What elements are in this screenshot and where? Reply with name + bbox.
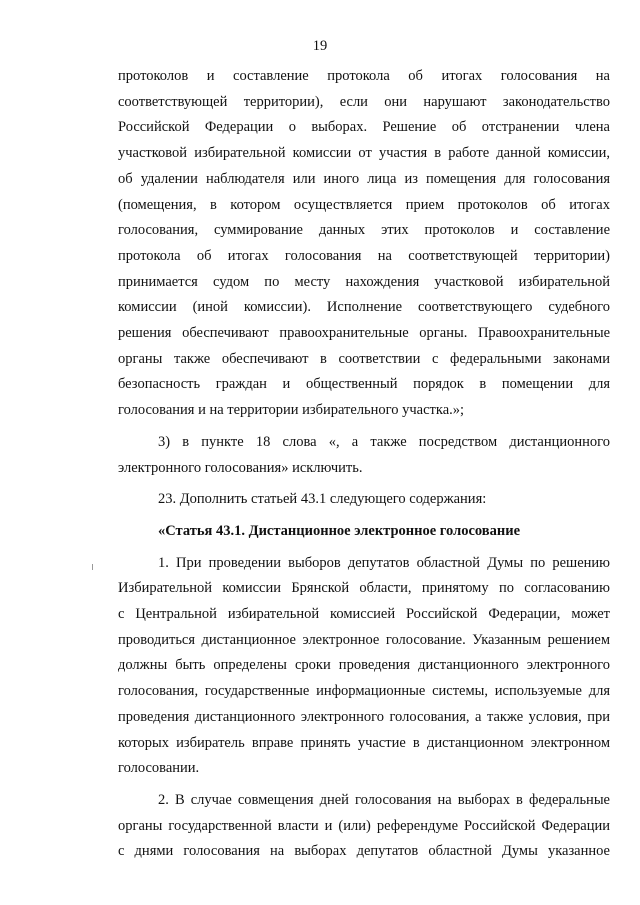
text-line: безопасность граждан и общественный порядок в помещении для — [118, 376, 610, 393]
text-line: (помещения, в котором осуществляется прием протоколов об итогах — [118, 196, 610, 213]
text-line: 23. Дополнить статьей 43.1 следующего содержания: — [158, 491, 487, 508]
margin-mark — [92, 564, 93, 570]
text-line: Российской Федерации о выборах. Решение об отстранении члена — [118, 119, 610, 136]
text-line: проводиться дистанционное электронное голосование. Указанным решением — [118, 631, 610, 648]
text-line: 2. В случае совмещения дней голосования на выборах в федеральные — [158, 791, 610, 808]
paragraph — [118, 64, 610, 424]
paragraph — [118, 487, 610, 513]
paragraph — [118, 788, 610, 865]
document-body — [118, 64, 610, 865]
text-line: протокола об итогах голосования на соответствующей территории) — [118, 247, 610, 264]
text-line: голосования, государственные информационные системы, используемые для — [118, 683, 610, 700]
paragraph — [118, 430, 610, 481]
text-line: принимается судом по месту нахождения участковой избирательной — [118, 273, 610, 290]
text-line: проведения дистанционного электронного голосования, а также условия, при — [118, 708, 610, 725]
text-line: с Центральной избирательной комиссией Российской Федерации, может — [118, 606, 610, 623]
text-line: органы также обеспечивают в соответствии с федеральными законами — [118, 350, 610, 367]
article-heading — [118, 519, 610, 545]
text-line: электронного голосования» исключить. — [118, 459, 363, 476]
text-line: голосования и на территории избирательного участка.»; — [118, 402, 465, 419]
text-line: должны быть определены сроки проведения дистанционного электронного — [118, 657, 610, 674]
text-line: «Статья 43.1. Дистанционное электронное голосование — [158, 522, 521, 539]
paragraph — [118, 551, 610, 782]
text-line: комиссии (иной комиссии). Исполнение соответствующего судебного — [118, 299, 610, 316]
text-line: соответствующей территории), если они нарушают законодательство — [118, 93, 610, 110]
text-line: 3) в пункте 18 слова «, а также посредством дистанционного — [158, 433, 610, 450]
text-line: участковой избирательной комиссии от участия в работе данной комиссии, — [118, 145, 610, 162]
text-line: 1. При проведении выборов депутатов областной Думы по решению — [158, 554, 610, 571]
text-line: с днями голосования на выборах депутатов областной Думы указанное — [118, 843, 610, 860]
text-line: голосовании. — [118, 760, 200, 777]
text-line: протоколов и составление протокола об итогах голосования на — [118, 68, 610, 84]
text-line: Избирательной комиссии Брянской области, принятому по согласованию — [118, 580, 610, 597]
text-line: которых избиратель вправе принять участие в дистанционном электронном — [118, 734, 610, 751]
text-line: органы государственной власти и (или) референдуме Российской Федерации — [118, 817, 610, 834]
text-line: решения обеспечивают правоохранительные органы. Правоохранительные — [118, 325, 610, 342]
text-line: об удалении наблюдателя или иного лица из помещения для голосования — [118, 170, 610, 187]
text-line: голосования, суммирование данных этих протоколов и составление — [118, 222, 610, 239]
page-number: 19 — [312, 38, 328, 54]
